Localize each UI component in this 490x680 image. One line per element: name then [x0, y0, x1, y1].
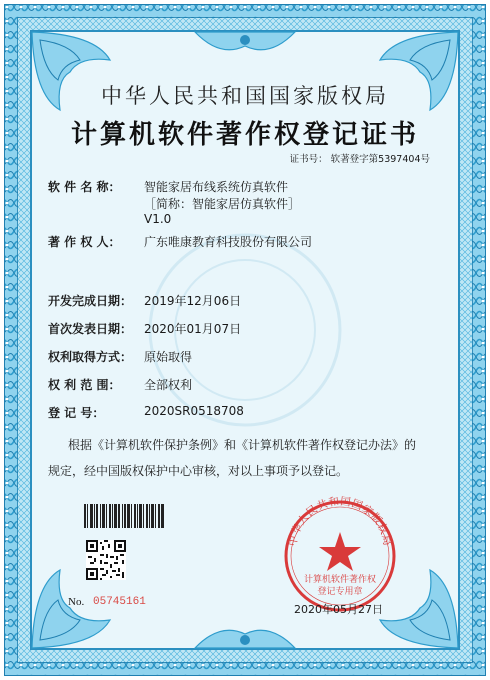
field-value-publish-date: 2020年01月07日	[144, 322, 242, 336]
seal-line1: 计算机软件著作权	[303, 575, 376, 585]
field-value-version: V1.0	[144, 212, 172, 226]
field-value-software-name: 智能家居布线系统仿真软件	[144, 180, 289, 194]
field-label-software-name: 软 件 名 称：	[48, 180, 121, 194]
barcode-icon	[84, 504, 164, 528]
field-value-acquisition: 原始取得	[144, 350, 193, 364]
field-label-owner: 著 作 权 人：	[48, 235, 121, 249]
certificate-number: 证书号： 软著登字第5397404号	[289, 154, 430, 165]
field-value-owner: 广东唯康教育科技股份有限公司	[144, 235, 313, 249]
body-text-line1: 根据《计算机软件保护条例》和《计算机软件著作权登记办法》的	[68, 438, 417, 452]
seal-ring-text: 中华人民共和国国家版权局	[286, 496, 394, 548]
field-value-short-name: ［简称：智能家居仿真软件］	[144, 197, 301, 211]
qr-code-icon	[86, 540, 126, 580]
serial-number: 05745161	[93, 596, 146, 608]
field-label-rights-scope: 权 利 范 围：	[48, 378, 121, 392]
field-value-completion-date: 2019年12月06日	[144, 294, 242, 308]
field-value-registration-no: 2020SR0518708	[144, 404, 244, 418]
certificate-title: 计算机软件著作权登记证书	[70, 120, 419, 150]
issuer-title: 中华人民共和国国家版权局	[101, 84, 389, 108]
field-label-completion-date: 开发完成日期：	[48, 294, 133, 308]
seal-line2: 登记专用章	[317, 587, 363, 597]
serial-label: No.	[68, 596, 85, 608]
field-label-publish-date: 首次发表日期：	[48, 322, 133, 336]
field-label-registration-no: 登 记 号：	[48, 406, 105, 420]
field-value-rights-scope: 全部权利	[144, 378, 193, 392]
body-text-line2: 规定，经中国版权保护中心审核，对以上事项予以登记。	[48, 464, 349, 478]
field-label-acquisition: 权利取得方式：	[48, 350, 133, 364]
official-seal	[280, 496, 400, 616]
issue-date: 2020年05月27日	[294, 603, 383, 616]
